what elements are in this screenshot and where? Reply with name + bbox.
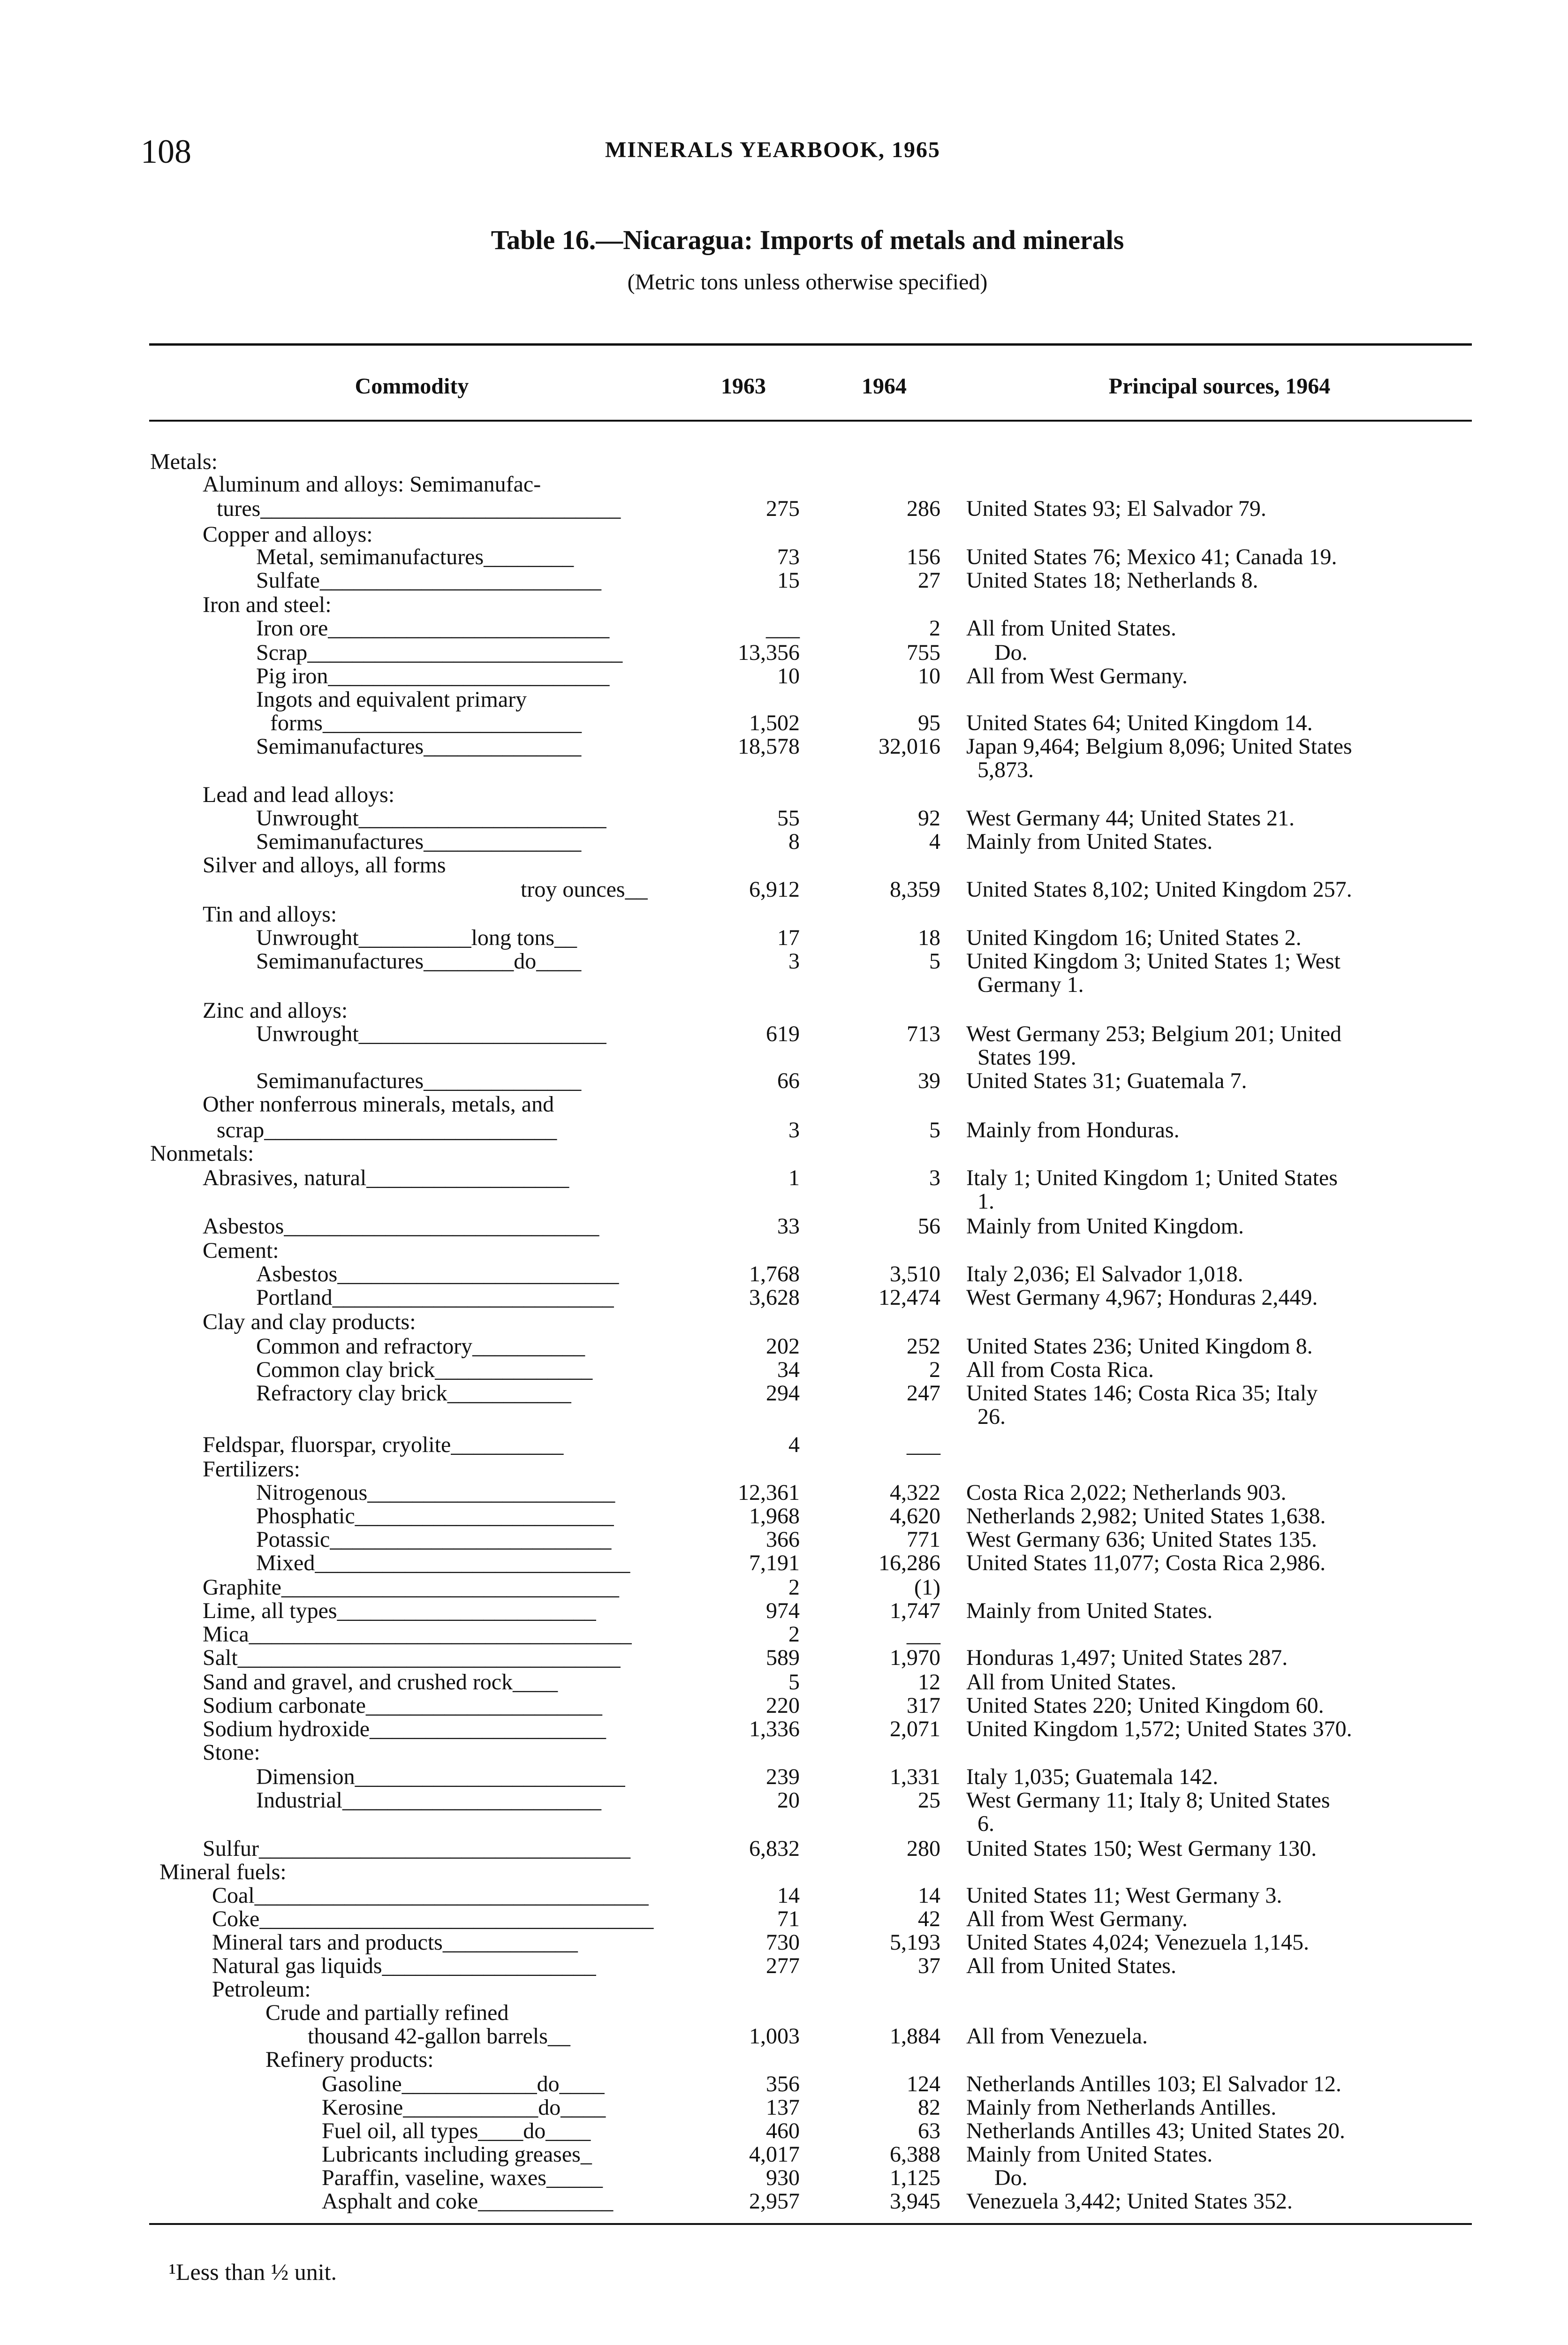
value-1963: 12,361 <box>738 1480 800 1505</box>
value-1964: 247 <box>907 1381 940 1406</box>
value-1963: 5 <box>788 1670 800 1694</box>
value-1964: 16,286 <box>879 1551 940 1575</box>
commodity-label: Phosphatic_______________________ <box>256 1504 614 1528</box>
principal-sources: Netherlands 2,982; United States 1,638. <box>966 1504 1326 1528</box>
commodity-label: Asbestos_________________________ <box>256 1262 619 1286</box>
commodity-label: Sulfur_________________________________ <box>203 1836 630 1861</box>
commodity-label: Pig iron_________________________ <box>256 664 610 688</box>
commodity-label: Sulfate_________________________ <box>256 568 601 593</box>
commodity-label: tures________________________________ <box>217 496 621 521</box>
value-1964: 771 <box>907 1527 940 1552</box>
principal-sources: All from Venezuela. <box>966 2024 1148 2049</box>
column-header-principal-sources: Principal sources, 1964 <box>1108 374 1331 399</box>
commodity-label: Mixed____________________________ <box>256 1551 630 1575</box>
table-subtitle: (Metric tons unless otherwise specified) <box>627 270 988 295</box>
value-1963: 8 <box>788 829 800 854</box>
principal-sources: United Kingdom 3; United States 1; West <box>966 949 1341 974</box>
value-1963: 220 <box>766 1693 800 1718</box>
value-1964: 12,474 <box>879 1285 940 1310</box>
commodity-label: Semimanufactures______________ <box>256 1068 582 1093</box>
principal-sources: United States 150; West Germany 130. <box>966 1836 1317 1861</box>
commodity-label: Nitrogenous______________________ <box>256 1480 615 1505</box>
commodity-label: Industrial_______________________ <box>256 1788 601 1813</box>
value-1964: 8,359 <box>890 877 940 902</box>
value-1964: 37 <box>918 1953 940 1978</box>
value-1964: 5,193 <box>890 1930 940 1955</box>
value-1964: 42 <box>918 1906 940 1931</box>
value-1964: 63 <box>918 2118 940 2143</box>
commodity-label: Crude and partially refined <box>265 2000 509 2025</box>
principal-sources: 26. <box>966 1404 1006 1429</box>
commodity-label: Zinc and alloys: <box>203 998 348 1023</box>
commodity-label: Common clay brick______________ <box>256 1357 593 1382</box>
value-1963: 3,628 <box>749 1285 800 1310</box>
commodity-label: Aluminum and alloys: Semimanufac- <box>203 472 541 497</box>
table-bottom-rule <box>149 2223 1472 2225</box>
value-1963: 239 <box>766 1764 800 1789</box>
principal-sources: West Germany 636; United States 135. <box>966 1527 1318 1552</box>
value-1964: 25 <box>918 1788 940 1813</box>
principal-sources: Mainly from United States. <box>966 2142 1213 2167</box>
commodity-label: Refinery products: <box>265 2047 434 2072</box>
principal-sources: United States 11,077; Costa Rica 2,986. <box>966 1551 1326 1575</box>
value-1964: 3,510 <box>890 1262 940 1286</box>
commodity-label: Salt__________________________________ <box>203 1645 621 1670</box>
value-1963: 66 <box>777 1068 800 1093</box>
value-1963: 356 <box>766 2072 800 2096</box>
commodity-label: Paraffin, vaseline, waxes_____ <box>322 2165 603 2190</box>
principal-sources: Netherlands Antilles 43; United States 20. <box>966 2118 1345 2143</box>
commodity-label: Metal, semimanufactures________ <box>256 545 574 569</box>
value-1964: 3 <box>929 1165 940 1190</box>
principal-sources: Do. <box>966 2165 1028 2190</box>
value-1964: 1,331 <box>890 1764 940 1789</box>
principal-sources: Honduras 1,497; United States 287. <box>966 1645 1288 1670</box>
principal-sources: United States 93; El Salvador 79. <box>966 496 1266 521</box>
value-1963: 3 <box>788 1118 800 1142</box>
value-1964: 6,388 <box>890 2142 940 2167</box>
commodity-label: Natural gas liquids___________________ <box>212 1953 596 1978</box>
commodity-label: Sodium hydroxide_____________________ <box>203 1717 606 1741</box>
commodity-label: Kerosine____________do____ <box>322 2095 606 2120</box>
value-1964: 252 <box>907 1334 940 1359</box>
commodity-label: Unwrought______________________ <box>256 806 606 831</box>
value-1964: 3,945 <box>890 2189 940 2214</box>
value-1963: 1,003 <box>749 2024 800 2049</box>
value-1964: 1,747 <box>890 1598 940 1623</box>
value-1964: ___ <box>907 1432 940 1457</box>
value-1964: 2 <box>929 616 940 641</box>
value-1964: 156 <box>907 545 940 569</box>
value-1963: 17 <box>777 925 800 950</box>
commodity-label: Lead and lead alloys: <box>203 782 395 807</box>
commodity-label: Gasoline____________do____ <box>322 2072 605 2096</box>
value-1964: 124 <box>907 2072 940 2096</box>
value-1964: 755 <box>907 640 940 665</box>
value-1964: 1,125 <box>890 2165 940 2190</box>
principal-sources: United States 4,024; Venezuela 1,145. <box>966 1930 1309 1955</box>
commodity-label: Lime, all types_______________________ <box>203 1598 596 1623</box>
value-1963: 1,968 <box>749 1504 800 1528</box>
value-1963: 730 <box>766 1930 800 1955</box>
value-1963: 34 <box>777 1357 800 1382</box>
value-1963: 33 <box>777 1214 800 1239</box>
commodity-label: Mineral fuels: <box>159 1860 287 1884</box>
principal-sources: All from United States. <box>966 1670 1176 1694</box>
commodity-label: Fuel oil, all types____do____ <box>322 2118 591 2143</box>
commodity-label: Semimanufactures______________ <box>256 734 582 759</box>
value-1963: 13,356 <box>738 640 800 665</box>
principal-sources: United Kingdom 16; United States 2. <box>966 925 1302 950</box>
commodity-label: Silver and alloys, all forms <box>203 853 446 877</box>
commodity-label: Scrap____________________________ <box>256 640 623 665</box>
value-1963: 10 <box>777 664 800 688</box>
value-1963: 7,191 <box>749 1551 800 1575</box>
principal-sources: Italy 1,035; Guatemala 142. <box>966 1764 1219 1789</box>
commodity-label: Ingots and equivalent primary <box>256 687 527 712</box>
principal-sources: Germany 1. <box>966 972 1084 997</box>
commodity-label: Abrasives, natural__________________ <box>203 1165 569 1190</box>
commodity-label: Fertilizers: <box>203 1457 300 1482</box>
principal-sources: West Germany 4,967; Honduras 2,449. <box>966 1285 1318 1310</box>
principal-sources: West Germany 253; Belgium 201; United <box>966 1021 1342 1046</box>
commodity-label: Semimanufactures________do____ <box>256 949 582 974</box>
commodity-label: thousand 42-gallon barrels__ <box>308 2024 570 2049</box>
commodity-label: Other nonferrous minerals, metals, and <box>203 1092 554 1117</box>
value-1963: 275 <box>766 496 800 521</box>
commodity-label: Potassic_________________________ <box>256 1527 612 1552</box>
commodity-label: forms_______________________ <box>270 711 582 735</box>
commodity-label: Metals: <box>150 449 218 474</box>
principal-sources: West Germany 11; Italy 8; United States <box>966 1788 1330 1813</box>
commodity-label: Semimanufactures______________ <box>256 829 582 854</box>
table-top-rule <box>149 343 1472 346</box>
value-1964: 18 <box>918 925 940 950</box>
value-1964: 317 <box>907 1693 940 1718</box>
principal-sources: Japan 9,464; Belgium 8,096; United States <box>966 734 1352 759</box>
principal-sources: States 199. <box>966 1045 1076 1070</box>
commodity-label: Copper and alloys: <box>203 522 373 547</box>
commodity-label: Cement: <box>203 1238 279 1263</box>
table-header-rule <box>149 420 1472 422</box>
principal-sources: All from West Germany. <box>966 664 1188 688</box>
principal-sources: Italy 1; United Kingdom 1; United States <box>966 1165 1338 1190</box>
commodity-label: Sand and gravel, and crushed rock____ <box>203 1670 558 1694</box>
principal-sources: Mainly from United Kingdom. <box>966 1214 1244 1239</box>
commodity-label: Mineral tars and products____________ <box>212 1930 578 1955</box>
commodity-label: Coke___________________________________ <box>212 1906 654 1931</box>
running-head: MINERALS YEARBOOK, 1965 <box>605 137 940 162</box>
commodity-label: Graphite______________________________ <box>203 1575 619 1600</box>
value-1964: 10 <box>918 664 940 688</box>
value-1963: 3 <box>788 949 800 974</box>
principal-sources: 5,873. <box>966 757 1034 782</box>
principal-sources: All from United States. <box>966 1953 1176 1978</box>
principal-sources: United States 76; Mexico 41; Canada 19. <box>966 545 1337 569</box>
commodity-label: Tin and alloys: <box>203 902 337 927</box>
column-header-1964: 1964 <box>862 374 907 399</box>
commodity-label: Portland_________________________ <box>256 1285 614 1310</box>
value-1963: 2,957 <box>749 2189 800 2214</box>
principal-sources: United Kingdom 1,572; United States 370. <box>966 1717 1352 1741</box>
principal-sources: Do. <box>966 640 1028 665</box>
value-1964: 32,016 <box>879 734 940 759</box>
value-1963: 6,832 <box>749 1836 800 1861</box>
principal-sources: United States 220; United Kingdom 60. <box>966 1693 1324 1718</box>
value-1963: 20 <box>777 1788 800 1813</box>
value-1963: 71 <box>777 1906 800 1931</box>
commodity-label: scrap__________________________ <box>217 1118 557 1142</box>
principal-sources: All from Costa Rica. <box>966 1357 1154 1382</box>
principal-sources: United States 18; Netherlands 8. <box>966 568 1258 593</box>
column-header-commodity: Commodity <box>355 374 469 399</box>
value-1964: 56 <box>918 1214 940 1239</box>
value-1963: 589 <box>766 1645 800 1670</box>
value-1964: ___ <box>907 1622 940 1647</box>
value-1963: 1,336 <box>749 1717 800 1741</box>
value-1963: 619 <box>766 1021 800 1046</box>
value-1964: 4 <box>929 829 940 854</box>
value-1964: 713 <box>907 1021 940 1046</box>
commodity-label: Common and refractory__________ <box>256 1334 585 1359</box>
value-1963: 930 <box>766 2165 800 2190</box>
value-1963: 4,017 <box>749 2142 800 2167</box>
commodity-label: Nonmetals: <box>150 1141 254 1166</box>
commodity-label: Unwrought__________long tons__ <box>256 925 577 950</box>
value-1963: 137 <box>766 2095 800 2120</box>
principal-sources: United States 11; West Germany 3. <box>966 1883 1282 1908</box>
principal-sources: United States 236; United Kingdom 8. <box>966 1334 1313 1359</box>
principal-sources: United States 8,102; United Kingdom 257. <box>966 877 1352 902</box>
principal-sources: United States 146; Costa Rica 35; Italy <box>966 1381 1318 1406</box>
page-number: 108 <box>141 133 191 170</box>
principal-sources: Venezuela 3,442; United States 352. <box>966 2189 1293 2214</box>
column-header-1963: 1963 <box>721 374 766 399</box>
principal-sources: West Germany 44; United States 21. <box>966 806 1295 831</box>
value-1963: 366 <box>766 1527 800 1552</box>
principal-sources: Mainly from United States. <box>966 1598 1213 1623</box>
principal-sources: United States 31; Guatemala 7. <box>966 1068 1247 1093</box>
principal-sources: All from United States. <box>966 616 1176 641</box>
principal-sources: Mainly from Honduras. <box>966 1118 1180 1142</box>
value-1963: 277 <box>766 1953 800 1978</box>
value-1964: 4,322 <box>890 1480 940 1505</box>
value-1963: 1 <box>788 1165 800 1190</box>
value-1964: 5 <box>929 1118 940 1142</box>
value-1963: 1,768 <box>749 1262 800 1286</box>
value-1964: 82 <box>918 2095 940 2120</box>
value-1964: 5 <box>929 949 940 974</box>
value-1963: 974 <box>766 1598 800 1623</box>
value-1964: 14 <box>918 1883 940 1908</box>
value-1963: 55 <box>777 806 800 831</box>
value-1964: 2 <box>929 1357 940 1382</box>
principal-sources: United States 64; United Kingdom 14. <box>966 711 1313 735</box>
value-1964: 4,620 <box>890 1504 940 1528</box>
value-1964: 92 <box>918 806 940 831</box>
commodity-label: Lubricants including greases_ <box>322 2142 592 2167</box>
value-1964: 27 <box>918 568 940 593</box>
value-1963: 73 <box>777 545 800 569</box>
value-1964: 286 <box>907 496 940 521</box>
principal-sources: 1. <box>966 1189 994 1214</box>
principal-sources: 6. <box>966 1811 994 1836</box>
value-1963: 202 <box>766 1334 800 1359</box>
commodity-label: Iron and steel: <box>203 592 332 617</box>
principal-sources: Mainly from United States. <box>966 829 1213 854</box>
commodity-label: Clay and clay products: <box>203 1309 416 1334</box>
value-1963: 294 <box>766 1381 800 1406</box>
value-1963: 2 <box>788 1622 800 1647</box>
principal-sources: Netherlands Antilles 103; El Salvador 12. <box>966 2072 1341 2096</box>
value-1963: 14 <box>777 1883 800 1908</box>
value-1964: 1,884 <box>890 2024 940 2049</box>
commodity-label: Refractory clay brick___________ <box>256 1381 571 1406</box>
value-1963: ___ <box>766 616 800 641</box>
value-1963: 6,912 <box>749 877 800 902</box>
value-1964: 1,970 <box>890 1645 940 1670</box>
commodity-label: Unwrought______________________ <box>256 1021 606 1046</box>
table-title: Table 16.—Nicaragua: Imports of metals and minerals <box>491 225 1124 255</box>
commodity-label: Stone: <box>203 1740 260 1765</box>
value-1964: 2,071 <box>890 1717 940 1741</box>
principal-sources: Italy 2,036; El Salvador 1,018. <box>966 1262 1243 1286</box>
value-1964: 95 <box>918 711 940 735</box>
commodity-label: Sodium carbonate_____________________ <box>203 1693 602 1718</box>
commodity-label: Feldspar, fluorspar, cryolite__________ <box>203 1432 564 1457</box>
value-1963: 1,502 <box>749 711 800 735</box>
commodity-label: Petroleum: <box>212 1977 311 2002</box>
commodity-label: Asbestos____________________________ <box>203 1214 599 1239</box>
principal-sources: All from West Germany. <box>966 1906 1188 1931</box>
value-1963: 460 <box>766 2118 800 2143</box>
commodity-label: Asphalt and coke____________ <box>322 2189 614 2214</box>
value-1963: 4 <box>788 1432 800 1457</box>
commodity-label: Dimension________________________ <box>256 1764 625 1789</box>
commodity-label: Mica__________________________________ <box>203 1622 632 1647</box>
value-1963: 2 <box>788 1575 800 1600</box>
commodity-label: troy ounces__ <box>521 877 648 902</box>
footnote: ¹Less than ½ unit. <box>169 2259 337 2285</box>
value-1964: (1) <box>914 1575 940 1600</box>
value-1964: 12 <box>918 1670 940 1694</box>
principal-sources: Mainly from Netherlands Antilles. <box>966 2095 1277 2120</box>
value-1963: 15 <box>777 568 800 593</box>
commodity-label: Iron ore_________________________ <box>256 616 610 641</box>
value-1963: 18,578 <box>738 734 800 759</box>
value-1964: 39 <box>918 1068 940 1093</box>
value-1964: 280 <box>907 1836 940 1861</box>
principal-sources: Costa Rica 2,022; Netherlands 903. <box>966 1480 1287 1505</box>
commodity-label: Coal___________________________________ <box>212 1883 649 1908</box>
